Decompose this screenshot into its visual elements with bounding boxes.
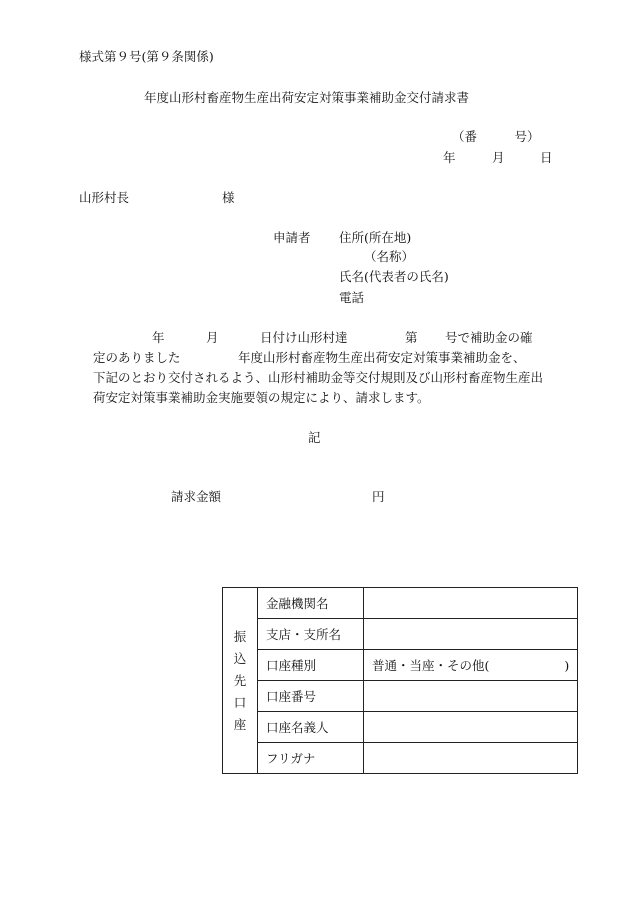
- applicant-person-name: 氏名(代表者の氏名): [339, 269, 449, 284]
- table-row: [223, 712, 578, 743]
- bank-name-label: 金融機関名: [258, 588, 364, 619]
- bank-account-table: [222, 587, 578, 774]
- table-row: [223, 619, 578, 650]
- account-number-label: 口座番号: [258, 681, 364, 712]
- account-type-label: 口座種別: [258, 650, 364, 681]
- applicant-phone: 電話: [339, 290, 365, 305]
- account-number-value[interactable]: [364, 681, 578, 712]
- table-row: [223, 681, 578, 712]
- body-line4: 荷安定対策事業補助金実施要領の規定により、請求します。: [93, 390, 430, 405]
- body-line2-end: 年度山形村畜産物生産出荷安定対策事業補助金を、: [238, 350, 526, 365]
- branch-name-label: 支店・支所名: [258, 619, 364, 650]
- table-row: [223, 743, 578, 774]
- bank-group-label: [223, 588, 258, 774]
- account-holder-value[interactable]: [364, 712, 578, 743]
- applicant-address: 住所(所在地): [339, 230, 412, 245]
- ki-marker: 記: [308, 430, 321, 445]
- account-holder-label: 口座名義人: [258, 712, 364, 743]
- form-number: 様式第９号(第９条関係): [79, 49, 214, 64]
- body-month: 月: [206, 330, 219, 345]
- body-date-notice: 日付け山形村達: [260, 330, 348, 345]
- bank-group-char: 込: [233, 650, 247, 666]
- body-line1-end: 号で補助金の確: [445, 330, 533, 345]
- body-line3: 下記のとおり交付されるよう、山形村補助金等交付規則及び山形村畜産物生産出: [93, 370, 544, 385]
- bank-group-char: 座: [233, 716, 247, 732]
- addressee-name: 山形村長: [79, 190, 130, 205]
- request-amount-unit: 円: [372, 489, 385, 504]
- account-type-value[interactable]: 普通・当座・その他( ): [364, 650, 578, 681]
- document-title: 年度山形村畜産物生産出荷安定対策事業補助金交付請求書: [144, 90, 470, 105]
- body-line2-start: 定のありました: [93, 350, 181, 365]
- addressee-honorific: 様: [222, 190, 235, 205]
- body-year: 年: [152, 330, 165, 345]
- branch-name-value[interactable]: [364, 619, 578, 650]
- bank-group-char: 振: [233, 628, 247, 644]
- applicant-label: 申請者: [273, 230, 311, 245]
- request-amount-label: 請求金額: [171, 489, 222, 504]
- date-month: 月: [492, 150, 505, 165]
- furigana-value[interactable]: [364, 743, 578, 774]
- date-day: 日: [540, 150, 553, 165]
- table-row: [223, 650, 578, 681]
- bank-group-char: 口: [233, 694, 247, 710]
- bank-name-value[interactable]: [364, 588, 578, 619]
- applicant-org-name: （名称）: [364, 249, 415, 264]
- furigana-label: フリガナ: [258, 743, 364, 774]
- table-row: [223, 588, 578, 619]
- body-number-prefix: 第: [405, 330, 418, 345]
- date-year: 年: [443, 150, 456, 165]
- document-number: （番 号）: [452, 129, 540, 144]
- bank-group-char: 先: [233, 672, 247, 688]
